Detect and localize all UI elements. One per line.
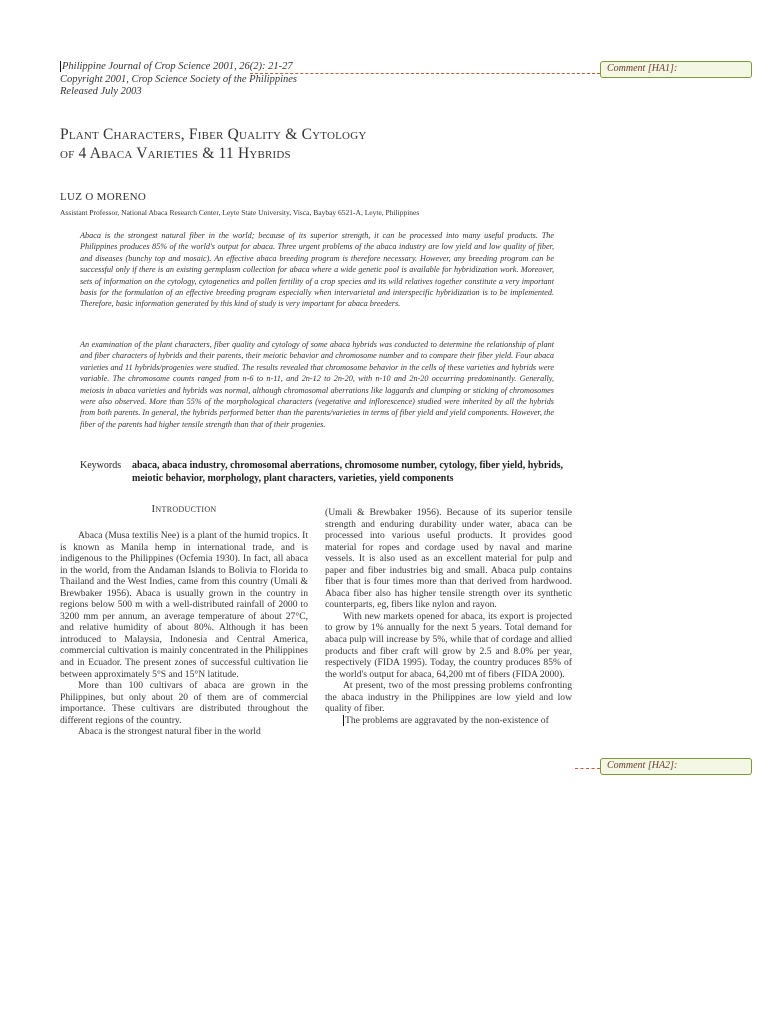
comment-anchor-text[interactable]: The problems are aggravated by the non-existence of <box>345 714 549 726</box>
comment-connector-1 <box>250 73 600 74</box>
body-paragraph: With new markets opened for abaca, its export is projected to grow by 1% annually for the next 5 years. Total demand for abaca pulp will increase by 5%, while that of cordage and allied products and fiber craft will grow by 2.5 and 8.0% per year, respectively (FIDA 1995). Today, the country produces 85% of the world's output for abaca, 64,200 mt of fibers (FIDA 2000). <box>325 610 572 680</box>
author-name: LUZ O MORENO <box>60 191 147 203</box>
author-affiliation: Assistant Professor, National Abaca Research Center, Leyte State University, Visca, Baybay 6521-A, Leyte, Philippines <box>60 208 420 217</box>
paper-title <box>60 126 367 163</box>
title-line-1: Plant Characters, Fiber Quality & Cytology <box>60 126 367 143</box>
comment-balloon-2[interactable] <box>600 758 752 775</box>
running-header <box>60 61 297 99</box>
comment-label: Comment [HA2]: <box>607 760 678 771</box>
keywords-text: abaca, abaca industry, chromosomal aberrations, chromosome number, cytology, fiber yield, hybrids, meiotic behavior, morphology, plant characters, varieties, yield components <box>132 460 564 484</box>
comment-balloon-1[interactable] <box>600 61 752 78</box>
title-line-2: of 4 Abaca Varieties & 11 Hybrids <box>60 144 291 162</box>
body-paragraph: (Umali & Brewbaker 1956). Because of its superior tensile strength and enduring durability under water, abaca can be processed into various useful products. It provides good material for ropes and cordage used by naval and marine vessels. It is also used as an excellent material for pulp and paper and fiber industries big and small. Abaca pulp contains fiber that is four times more than that derived from hardwood. Abaca fiber also has higher tensile strength over its synthetic counterparts, eg, fibers like nylon and rayon. <box>325 507 572 611</box>
body-paragraph: At present, two of the most pressing problems confronting the abaca industry in the Philippines are low yield and low quality of fiber. <box>325 680 572 715</box>
keywords-label: Keywords <box>80 460 122 471</box>
abstract-paragraph-1: Abaca is the strongest natural fiber in the world; because of its superior strength, it can be processed into many useful products. The Philippines produces 85% of the world's output for abaca. Three urgent problems of the abaca industry are low yield and low quality of fiber, and diseases (bunchy top and mosaic). An effective abaca breeding program is therefore necessary. However, any breeding program can be successful only if there is an existing germplasm collection for abaca where a wide genetic pool is available for hybridization work. Moreover, sets of information on the cytology, cytogenetics and pollen fertility of a crop species and its wild relatives together constitute a very important basis for the formulation of an effective breeding program especially when intervarietal and interspecific hybridization is to be implemented. Therefore, basic information generated by this kind of study is very important for abaca breeders. <box>80 231 554 309</box>
body-right-column <box>325 507 572 726</box>
comment-label: Comment [HA1]: <box>607 63 678 74</box>
body-paragraph: Abaca is the strongest natural fiber in the world <box>78 726 261 738</box>
body-left-column <box>60 530 308 738</box>
abstract-paragraph-2: An examination of the plant characters, fiber quality and cytology of some abaca hybrids was conducted to determine the relationship of plant and fiber characters of hybrids and their parents, their meiotic behavior and chromosome number and to compare their fiber yield. Four abaca varieties and 11 hybrids/progenies were studied. The results revealed that chromosome behavior in the cells of these varieties and hybrids were variable. The chromosome counts ranged from n-6 to n-11, and 2n-12 to 2n-20, with n-10 and 2n-20 occurring predominantly. Generally, meiosis in abaca varieties and hybrids was normal, although chromosomal aberrations like laggards and clumping or sticking of chromosomes were also observed. More than 55% of the morphological characters (vegetative and inflorescence) studied were inherited by all the hybrids from both parents. In general, the hybrids performed better than the parents/varieties in terms of fiber yield and yield components. However, the fiber of the parents had higher tensile strength than that of their progenies. <box>80 340 554 429</box>
release-line: Released July 2003 <box>60 86 142 97</box>
copyright-line: Copyright 2001, Crop Science Society of the Philippines <box>60 73 297 85</box>
section-heading-introduction: Introduction <box>151 503 217 515</box>
body-paragraph: More than 100 cultivars of abaca are grown in the Philippines, but only about 20 of them are of commercial importance. These cultivars are distributed throughout the different regions of the country. <box>60 680 308 726</box>
journal-citation[interactable]: Philippine Journal of Crop Science 2001, 26(2): 21-27 <box>62 61 293 72</box>
body-paragraph <box>325 715 572 727</box>
body-paragraph: Abaca (Musa textilis Nee) is a plant of the humid tropics. It is known as Manila hemp in international trade, and is indigenous to the Philippines (Ocfemia 1930). In fact, all abaca in the world, from the Andaman Islands to Bolivia to Florida to Thailand and the West Indies, came from this country (Umali & Brewbaker 1956). Abaca is usually grown in the country in regions below 500 m with a well-distributed rainfall of 2000 to 3200 mm per annum, an average temperature of about 27°C, and relative humidity of about 80%. Although it has been introduced to Malaysia, Indonesia and Central America, commercial cultivation is mainly concentrated in the Philippines and in Ecuador. The present zones of successful cultivation lie between approximately 5°S and 15°N latitude. <box>60 530 308 680</box>
comment-connector-2 <box>575 768 600 769</box>
